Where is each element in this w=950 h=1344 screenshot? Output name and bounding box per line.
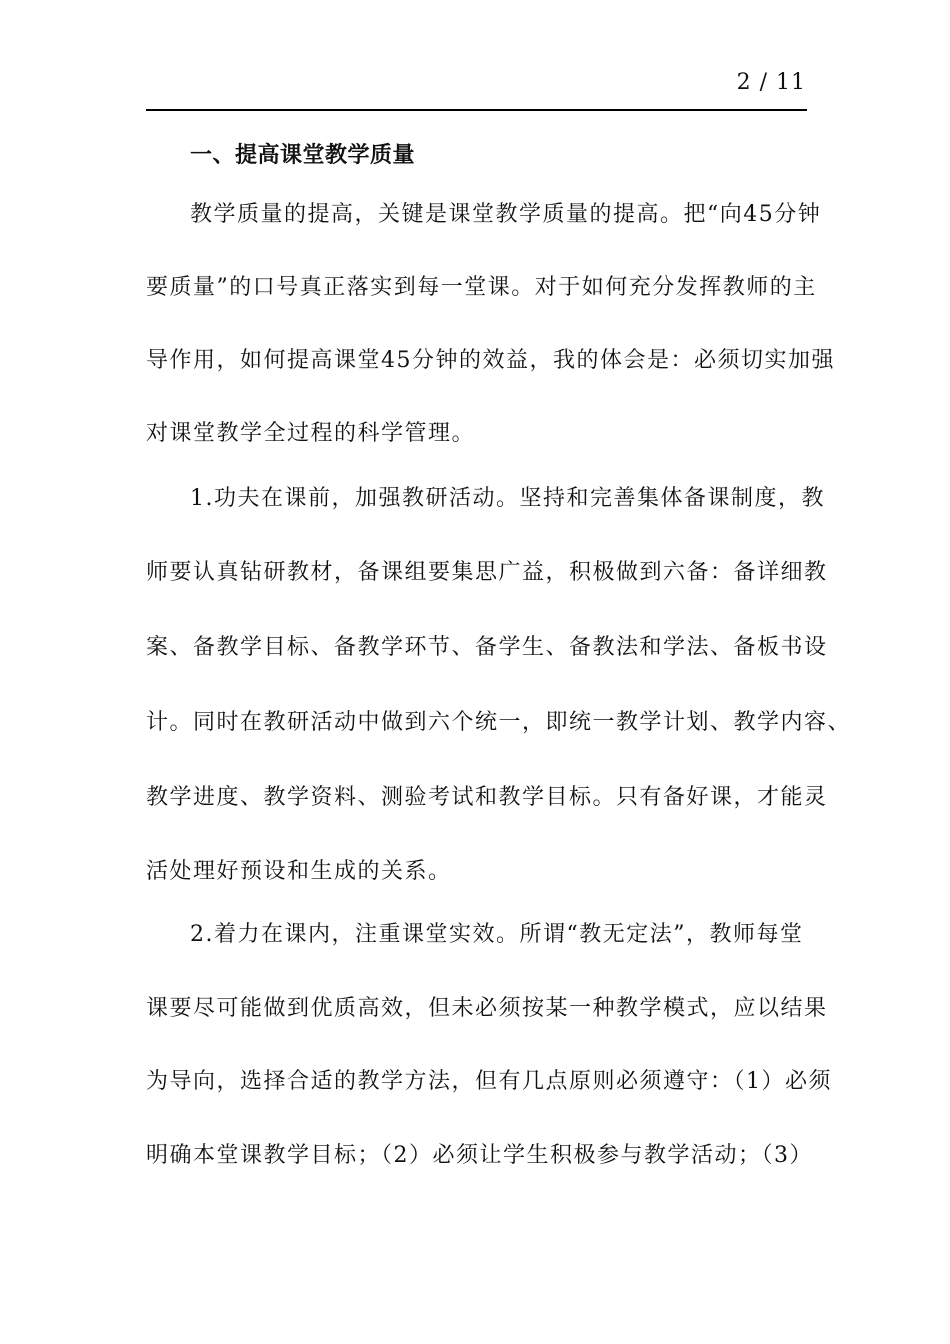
text-line: 教学质量的提高，关键是课堂教学质量的提高。把“向45分钟 — [190, 202, 822, 227]
text-line: 计。同时在教研活动中做到六个统一，即统一教学计划、教学内容、 — [146, 710, 852, 735]
page-number: 2 / 11 — [736, 70, 806, 95]
section-title: 一、提高课堂教学质量 — [190, 143, 416, 168]
text-line: 课要尽可能做到优质高效，但未必须按某一种教学模式，应以结果 — [146, 996, 828, 1021]
header-rule — [146, 109, 807, 111]
text-line: 明确本堂课教学目标；（2）必须让学生积极参与教学活动；（3） — [146, 1143, 813, 1168]
text-line: 1.功夫在课前，加强教研活动。坚持和完善集体备课制度，教 — [190, 486, 825, 511]
text-line: 活处理好预设和生成的关系。 — [146, 859, 452, 884]
text-line: 2.着力在课内，注重课堂实效。所谓“教无定法”，教师每堂 — [190, 922, 804, 947]
text-line: 教学进度、教学资料、测验考试和教学目标。只有备好课，才能灵 — [146, 785, 828, 810]
text-line: 师要认真钻研教材，备课组要集思广益，积极做到六备：备详细教 — [146, 560, 828, 585]
text-line: 导作用，如何提高课堂45分钟的效益，我的体会是：必须切实加强 — [146, 348, 835, 373]
text-line: 案、备教学目标、备教学环节、备学生、备教法和学法、备板书设 — [146, 635, 828, 660]
text-line: 对课堂教学全过程的科学管理。 — [146, 421, 476, 446]
text-line: 为导向，选择合适的教学方法，但有几点原则必须遵守：（1）必须 — [146, 1069, 832, 1094]
text-line: 要质量”的口号真正落实到每一堂课。对于如何充分发挥教师的主 — [146, 275, 817, 300]
